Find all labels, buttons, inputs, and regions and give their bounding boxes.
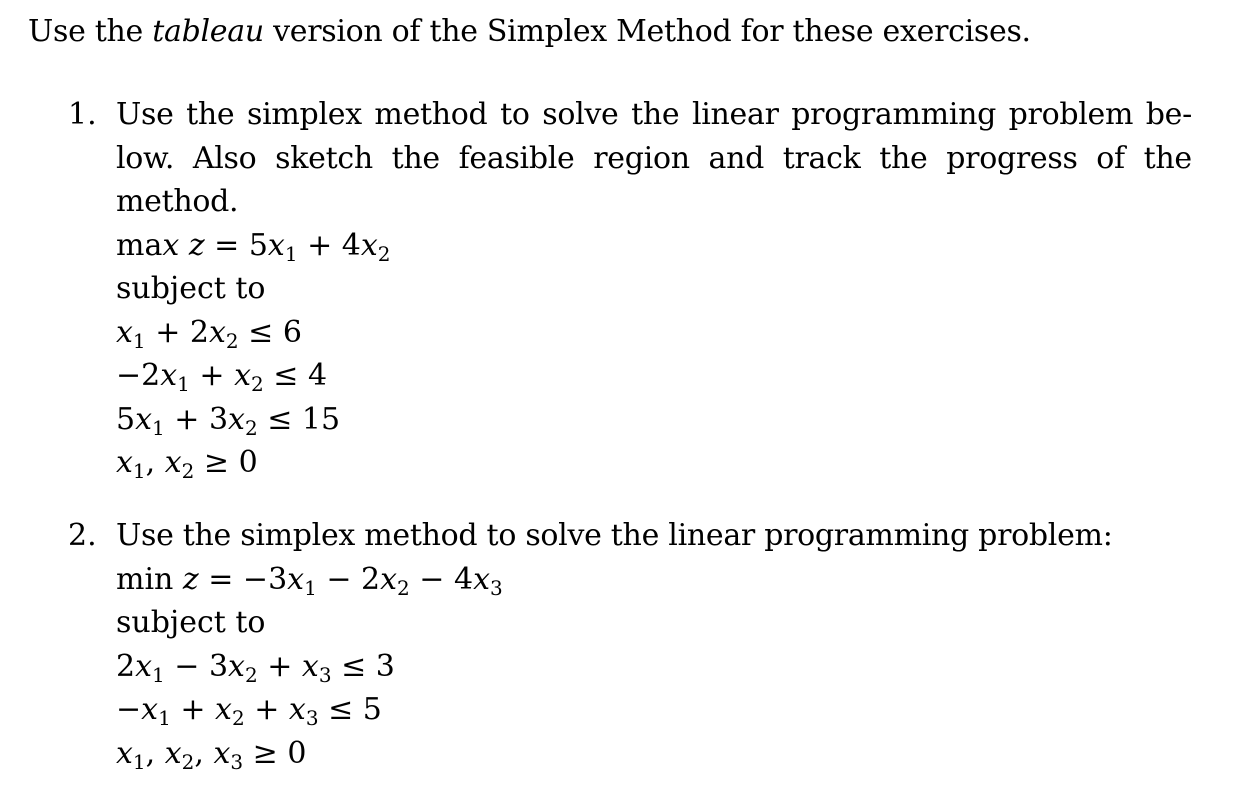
- exercise-text-line-2: [116, 137, 1192, 181]
- constraint: $-2x_1 + x_2 \le 4$: [116, 358, 328, 396]
- objective-function: $\max z = 5x_1 + 4x_2$: [116, 227, 391, 266]
- word: the: [186, 97, 235, 132]
- exercise-number: 1.: [68, 97, 97, 132]
- exercise-body: [116, 93, 1192, 485]
- exercise-body: [116, 514, 1192, 775]
- exercise-text: [116, 514, 1192, 558]
- word: feasible: [458, 140, 575, 176]
- word: track: [782, 140, 861, 176]
- word: sketch: [275, 140, 373, 176]
- subject-to-label: subject to: [116, 271, 266, 306]
- word: linear: [691, 97, 779, 132]
- exercise-number: 2.: [68, 518, 97, 553]
- word: solve: [542, 97, 619, 132]
- word: of: [1096, 140, 1125, 176]
- exercise-text-line-1: Use the simplex method to solve the linear programming problem:: [116, 518, 1113, 553]
- word: and: [708, 140, 764, 176]
- intro-after: version of the Simplex Method for these exercises.: [273, 14, 1031, 49]
- intro-sentence: [28, 12, 1031, 52]
- intro-before: Use the: [28, 14, 143, 49]
- word: Also: [192, 140, 257, 176]
- word: simplex: [247, 97, 362, 132]
- word: the: [1143, 140, 1192, 176]
- exercise-text: [116, 93, 1192, 224]
- constraint: $-x_1 + x_2 + x_3 \le 5$: [116, 692, 382, 730]
- word: programming: [791, 97, 997, 132]
- word: Use: [116, 97, 174, 132]
- word: region: [593, 140, 690, 176]
- word: progress: [946, 140, 1078, 176]
- exercise-text-line-1: [116, 93, 1192, 137]
- constraint: $x_1 + 2x_2 \le 6$: [116, 314, 302, 353]
- exercise-text-line-3: method.: [116, 184, 239, 219]
- nonnegativity-constraint: $x_1$, $x_2$, $x_3 \ge 0$: [116, 735, 307, 774]
- constraint: $2x_1 - 3x_2 + x_3 \le 3$: [116, 648, 395, 687]
- word: the: [631, 97, 680, 132]
- word: to: [500, 97, 530, 132]
- intro-emphasis: tableau: [152, 14, 264, 49]
- word: method: [374, 97, 488, 132]
- nonnegativity-constraint: $x_1$, $x_2 \ge 0$: [116, 445, 258, 483]
- word: the: [391, 140, 440, 176]
- word: low.: [116, 140, 175, 176]
- objective-function: $\min z = -3x_1 - 2x_2 - 4x_3$: [116, 561, 503, 600]
- subject-to-label: subject to: [116, 605, 266, 640]
- word: the: [879, 140, 928, 176]
- word: problem: [1008, 97, 1134, 132]
- word: be-: [1145, 97, 1192, 132]
- constraint: $5x_1 + 3x_2 \le 15$: [116, 401, 341, 440]
